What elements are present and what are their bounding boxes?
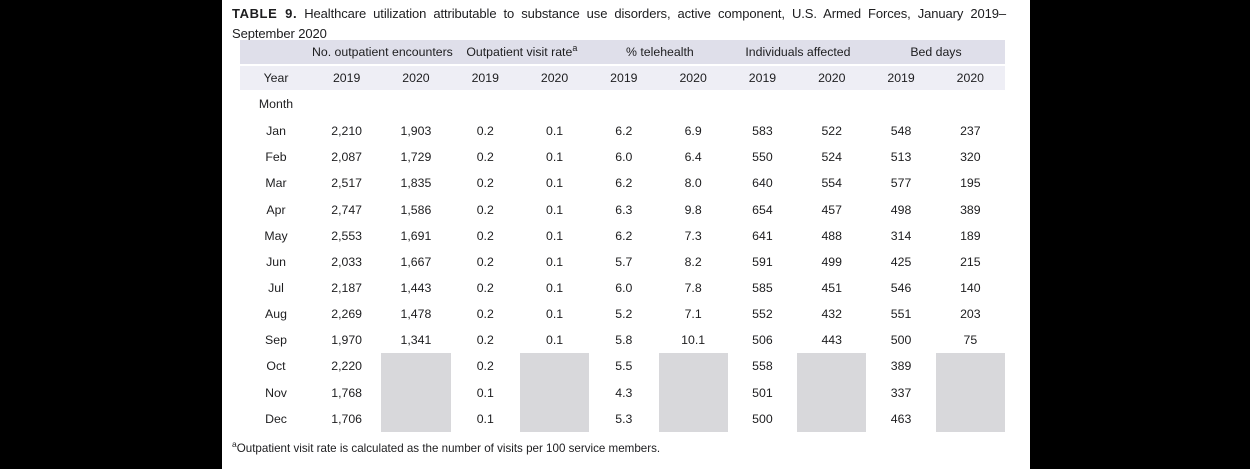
row-label: Dec [265,411,287,426]
table-cell: 75 [963,333,978,348]
table-cell: 2,087 [331,150,363,165]
document-page [222,0,1030,469]
table-cell: 320 [960,150,981,165]
table-cell: 522 [821,124,842,139]
table-cell: 389 [960,202,981,217]
table-cell: 0.2 [476,359,494,374]
table-number: TABLE 9. [232,6,298,21]
masked-cell [381,406,450,432]
masked-cell [797,406,866,432]
table-cell: 2,187 [331,281,363,296]
year-header-row [240,66,1005,90]
table-cell: 0.1 [545,150,564,165]
table-cell: 0.2 [476,307,494,322]
table-cell: 548 [890,124,912,139]
table-cell: 554 [821,176,842,191]
table-cell: 0.1 [545,281,564,296]
table-cell: 6.9 [684,124,702,139]
table-cell: 1,443 [400,281,432,296]
table-cell: 506 [752,333,773,348]
masked-data-block [659,406,728,432]
table-cell: 6.2 [615,228,633,243]
row-label: Aug [265,307,287,322]
table-cell: 195 [960,176,981,191]
healthcare-utilization-table [240,40,1005,432]
table-cell: 2,747 [331,202,363,217]
table-cell: 591 [752,254,773,269]
table-cell: 0.1 [545,307,564,322]
table-cell: 0.1 [545,254,564,269]
masked-cell [936,353,1005,379]
masked-data-block [520,406,589,432]
table-cell: 6.0 [615,281,633,296]
table-cell: 140 [960,281,981,296]
table-cell: 1,729 [400,150,432,165]
table-row-feb [240,144,1005,170]
table-cell: 1,478 [400,307,432,322]
table-cell: 451 [821,281,842,296]
masked-cell [659,380,728,406]
row-label: Nov [265,385,287,400]
masked-cell [520,380,589,406]
table-cell: 0.2 [476,176,494,191]
table-cell: 0.1 [545,202,564,217]
year-row-label: Year [263,71,289,85]
table-cell: 546 [890,281,912,296]
table-cell: 524 [821,150,842,165]
table-cell: 1,706 [331,411,363,426]
table-caption: Healthcare utilization attributable to substance use disorders, active component, U.S. Armed Forces, January 2019–September 2020 [232,6,1006,41]
year-column-header: 2019 [748,71,777,85]
row-label: Feb [265,150,287,165]
table-cell: 558 [752,359,773,374]
table-cell: 2,220 [331,359,363,374]
masked-data-block [936,353,1005,379]
table-cell: 1,835 [400,176,432,191]
masked-cell [936,406,1005,432]
table-cell: 6.0 [615,150,633,165]
table-cell: 4.3 [615,385,633,400]
masked-data-block [797,353,866,379]
table-cell: 337 [890,385,912,400]
table-cell: 1,970 [331,333,363,348]
table-cell: 488 [821,228,842,243]
table-cell: 0.2 [476,281,494,296]
table-row-oct [240,353,1005,379]
table-cell: 215 [960,254,981,269]
masked-data-block [381,380,450,406]
table-cell: 0.1 [545,228,564,243]
table-cell: 8.2 [684,254,702,269]
table-cell: 425 [890,254,912,269]
table-cell: 1,341 [400,333,432,348]
table-cell: 5.7 [615,254,633,269]
row-label: May [264,228,288,243]
table-row-apr [240,196,1005,222]
masked-cell [797,353,866,379]
table-cell: 10.1 [681,333,706,348]
table-cell: 654 [752,202,773,217]
masked-cell [381,353,450,379]
row-label: Jan [266,124,286,139]
superscript-marker: a [572,42,578,53]
table-cell: 389 [890,359,912,374]
masked-data-block [936,380,1005,406]
masked-data-block [520,380,589,406]
table-body [240,118,1005,432]
table-cell: 0.2 [476,254,494,269]
table-cell: 0.2 [476,228,494,243]
table-cell: 2,033 [331,254,363,269]
table-cell: 0.1 [545,176,564,191]
table-cell: 585 [752,281,773,296]
table-cell: 7.8 [684,281,702,296]
footnote-marker: a [232,439,237,450]
masked-data-block [936,406,1005,432]
table-cell: 189 [960,228,981,243]
masked-data-block [797,380,866,406]
table-cell: 457 [821,202,842,217]
table-cell: 1,691 [400,228,432,243]
masked-cell [797,380,866,406]
table-footnote [232,441,1006,457]
table-cell: 499 [821,254,842,269]
year-column-header: 2020 [540,71,569,85]
year-column-header: 2019 [887,71,915,85]
row-label: Jul [268,281,284,296]
table-cell: 551 [890,307,912,322]
table-cell: 1,768 [331,385,363,400]
row-label: Sep [265,333,287,348]
table-cell: 443 [821,333,842,348]
masked-cell [381,380,450,406]
table-cell: 577 [890,176,912,191]
footnote-text: Outpatient visit rate is calculated as the number of visits per 100 service members. [236,442,661,455]
masked-cell [520,406,589,432]
year-column-header: 2019 [610,71,638,85]
masked-data-block [381,406,450,432]
masked-data-block [659,353,728,379]
table-cell: 6.3 [615,202,633,217]
table-title [232,4,1006,43]
table-row-dec [240,406,1005,432]
column-group-label: No. outpatient encounters [312,45,453,59]
masked-cell [659,406,728,432]
table-cell: 5.3 [615,411,633,426]
table-cell: 0.1 [545,333,564,348]
table-cell: 0.2 [476,333,494,348]
table-cell: 552 [752,307,773,322]
table-row-jun [240,249,1005,275]
table-cell: 1,667 [400,254,432,269]
table-cell: 2,553 [331,228,363,243]
masked-cell [520,353,589,379]
year-column-header: 2020 [818,71,846,85]
table-row-jul [240,275,1005,301]
table-cell: 0.2 [476,124,494,139]
table-cell: 500 [752,411,773,426]
row-label: Oct [266,359,286,374]
masked-data-block [381,353,450,379]
table-cell: 641 [752,228,773,243]
year-column-header: 2020 [956,71,985,85]
table-cell: 0.1 [476,411,494,426]
column-group-label: Individuals affected [745,45,851,59]
table-cell: 0.2 [476,202,494,217]
column-group-label: % telehealth [626,45,694,59]
table-cell: 0.2 [476,150,494,165]
column-group-label: Outpatient visit rate$^a$ [466,42,578,59]
masked-data-block [659,380,728,406]
table-row-sep [240,327,1005,353]
table-cell: 0.1 [476,385,494,400]
table-cell: 501 [752,385,773,400]
masked-data-block [520,353,589,379]
masked-cell [936,380,1005,406]
table-cell: 9.8 [684,202,702,217]
table-cell: 498 [890,202,912,217]
masked-cell [659,353,728,379]
table-cell: 237 [960,124,981,139]
row-label: Apr [266,202,286,217]
table-cell: 6.2 [615,124,633,139]
table-cell: 5.5 [615,359,633,374]
table-cell: 5.8 [615,333,633,348]
year-column-header: 2020 [679,71,707,85]
year-column-header: 2019 [471,71,499,85]
table-cell: 2,269 [331,307,363,322]
table-row-jan [240,118,1005,144]
month-section-label: Month [258,97,294,111]
table-cell: 463 [890,411,912,426]
table-cell: 550 [752,150,773,165]
table-cell: 7.3 [684,228,702,243]
table-row-aug [240,301,1005,327]
table-cell: 6.4 [684,150,702,165]
month-section-row [240,90,1005,118]
table-row-mar [240,170,1005,196]
table-cell: 5.2 [615,307,633,322]
table-cell: 7.1 [684,307,702,322]
column-group-header-row [240,40,1005,64]
column-group-label: Bed days [910,45,962,59]
table-cell: 1,586 [400,202,432,217]
table-row-may [240,223,1005,249]
table-cell: 2,517 [331,176,363,191]
year-column-header: 2019 [332,71,361,85]
table-cell: 640 [752,176,773,191]
table-cell: 1,903 [400,124,432,139]
masked-data-block [797,406,866,432]
table-cell: 432 [821,307,842,322]
table-cell: 0.1 [545,124,564,139]
table-cell: 6.2 [615,176,633,191]
row-label: Mar [265,176,287,191]
year-column-header: 2020 [402,71,430,85]
row-label: Jun [266,254,286,269]
table-cell: 2,210 [331,124,363,139]
table-cell: 583 [752,124,773,139]
table-cell: 500 [890,333,912,348]
table-cell: 314 [890,228,912,243]
table-cell: 8.0 [684,176,702,191]
table-cell: 513 [890,150,912,165]
table-row-nov [240,380,1005,406]
table-cell: 203 [960,307,981,322]
